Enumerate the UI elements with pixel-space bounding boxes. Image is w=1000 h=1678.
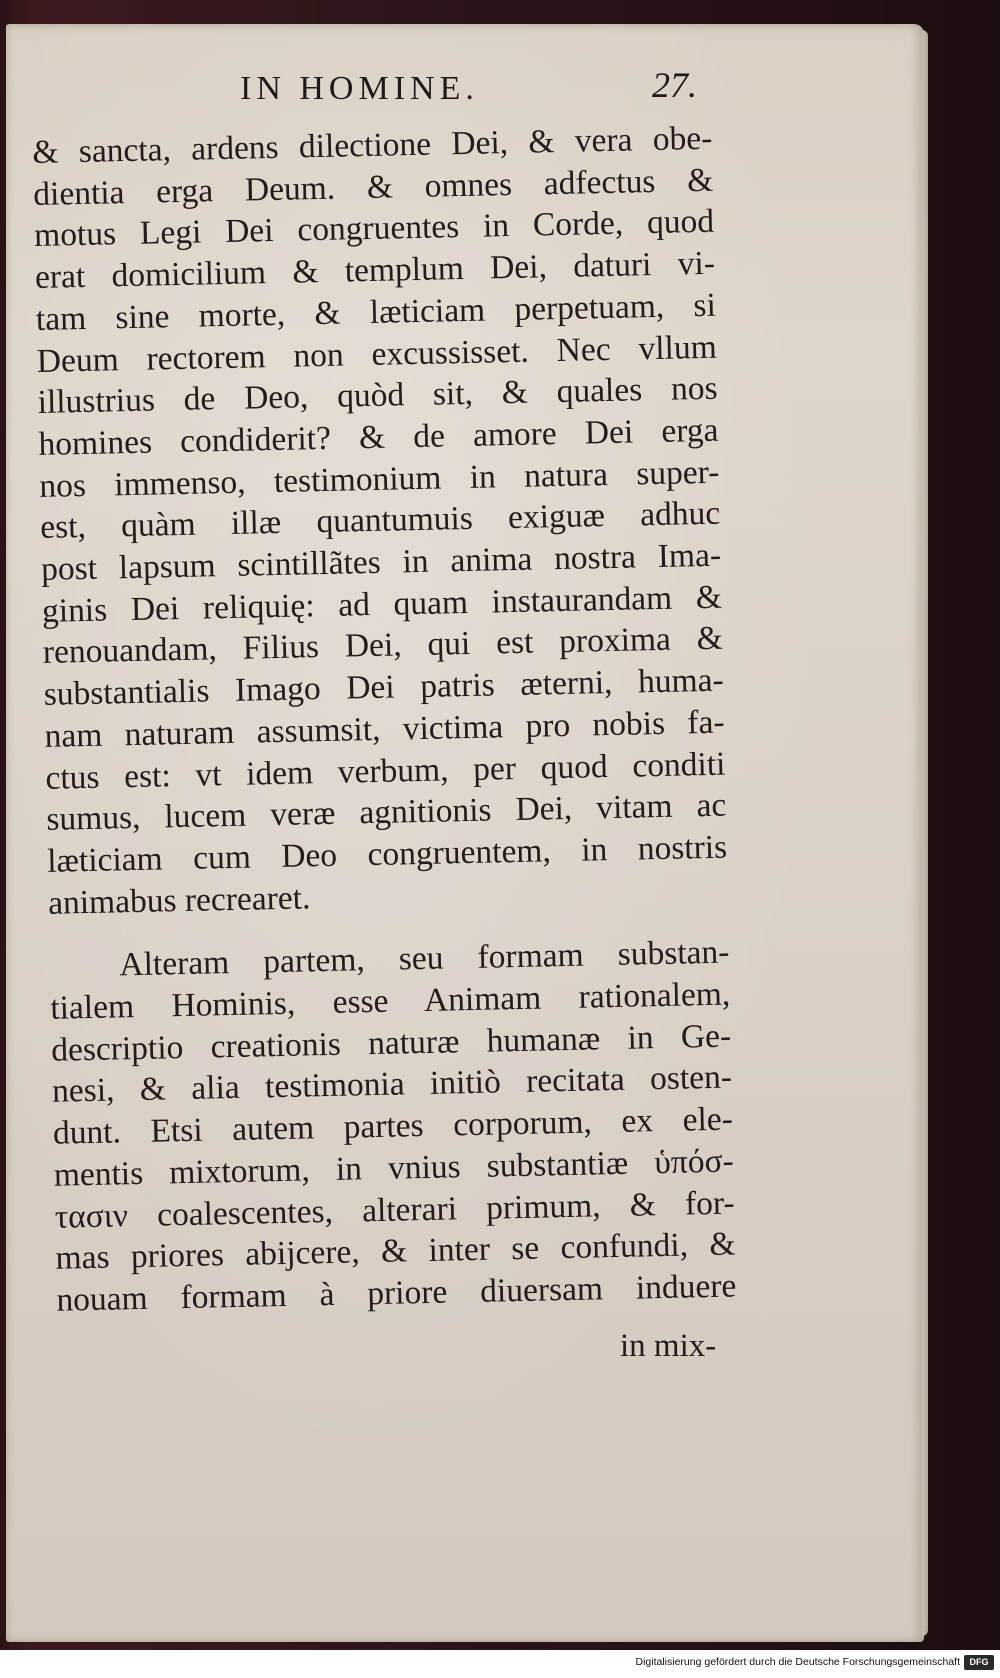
paragraph-start-line: Alteram partem, seu formam substan-	[119, 933, 730, 984]
text-line: læticiam cum Deo congruentem, in nostris	[46, 828, 728, 880]
running-head: IN HOMINE.	[240, 70, 479, 107]
text-line: homines condiderit? & de amore Dei erga	[38, 411, 719, 463]
text-line: ginis Dei reliquię: ad quam instaurandam &	[41, 578, 723, 630]
text-line: animabus recrearet.	[47, 878, 311, 922]
text-line: est, quàm illæ quantumuis exiguæ adhuc	[39, 495, 721, 547]
page-number: 27.	[652, 65, 697, 105]
text-line: substantialis Imago Dei patris æterni, huma-	[43, 661, 725, 714]
text-line: nos immenso, testimonium in natura super-	[39, 453, 720, 505]
text-line: Deum rectorem non excussisset. Nec vllum	[36, 328, 718, 380]
text-line: ctus est: vt idem verbum, per quod conditi	[45, 745, 726, 797]
digitization-footer	[0, 1650, 1000, 1678]
text-line: post lapsum scintillãtes in anima nostra Ima-	[40, 536, 722, 588]
text-line: tam sine morte, & læticiam perpetuam, si	[35, 286, 717, 338]
text-line: illustrius de Deo, quòd sit, & quales nos	[37, 369, 718, 422]
catchword: in mix-	[620, 1328, 717, 1364]
funding-credit: Digitalisierung gefördert durch die Deutsche Forschungsgemeinschaft	[635, 1656, 960, 1668]
text-line: motus Legi Dei congruentes in Corde, quod	[33, 203, 715, 255]
text-line: erat domicilium & templum Dei, daturi vi-	[34, 244, 716, 297]
body-text	[32, 118, 737, 1322]
text-line: τασιν coalescentes, alterari primum, & for-	[54, 1184, 735, 1236]
text-line: descriptio creationis naturæ humanæ in Ge-	[50, 1017, 732, 1069]
text-line: mas priores abijcere, & inter se confundi, &	[55, 1225, 736, 1278]
text-line: nouam formam à priore diuersam induere	[56, 1267, 737, 1319]
text-line: nesi, & alia testimonia initiò recitata osten-	[51, 1059, 733, 1111]
dfg-logo: DFG	[964, 1655, 994, 1670]
text-line: renouandam, Filius Dei, qui est proxima &	[42, 620, 724, 672]
text-line: tialem Hominis, esse Animam rationalem,	[49, 975, 731, 1027]
page-edge	[922, 30, 928, 1636]
text-line: dientia erga Deum. & omnes adfectus &	[32, 161, 714, 213]
text-line: dunt. Etsi autem partes corporum, ex ele-	[52, 1100, 734, 1152]
text-line: & sancta, ardens dilectione Dei, & vera obe-	[32, 119, 713, 171]
text-line: mentis mixtorum, in vnius substantiæ ὑπόσ-	[53, 1142, 735, 1194]
text-line: sumus, lucem veræ agnitionis Dei, vitam ac	[46, 786, 727, 839]
text-line: nam naturam assumsit, victima pro nobis fa-	[44, 703, 725, 755]
